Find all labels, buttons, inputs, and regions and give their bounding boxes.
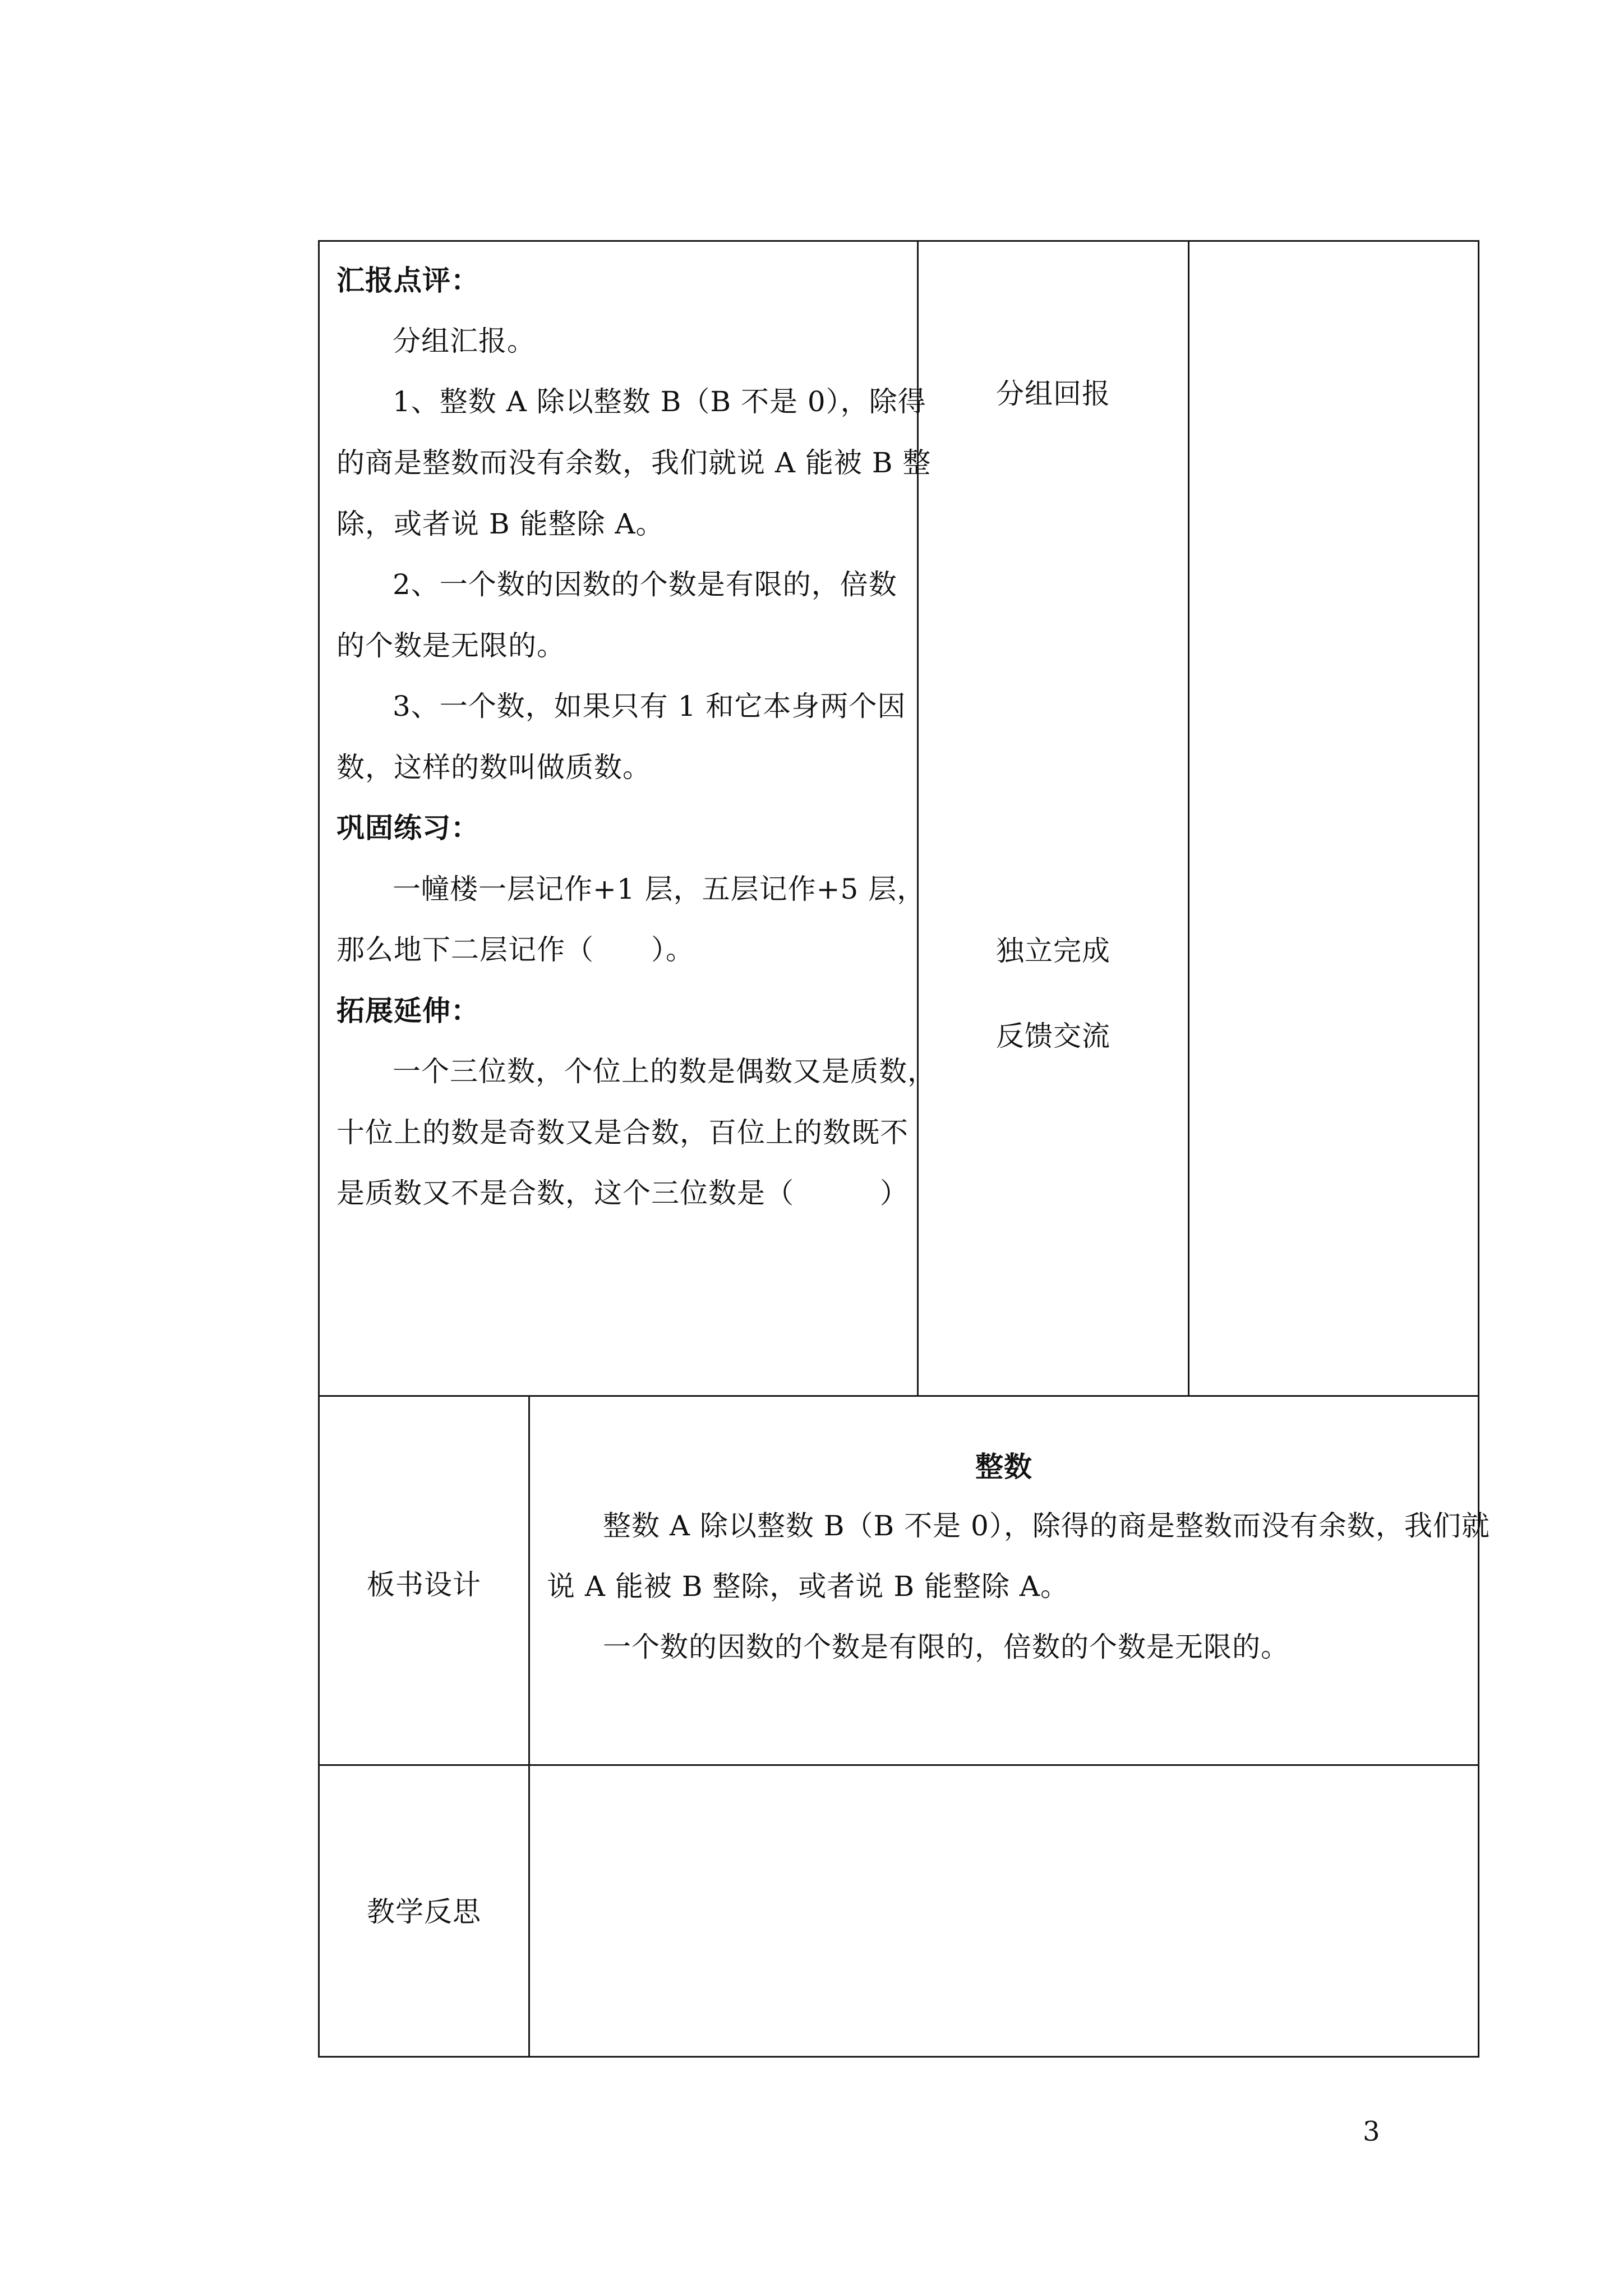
extension-line3: 是质数又不是合数，这个三位数是（ ） xyxy=(336,1177,909,1209)
table-row-divider-1 xyxy=(318,1395,1479,1397)
board-line2: 说 A 能被 B 整除，或者说 B 能整除 A。 xyxy=(547,1570,1069,1603)
point1-line3: 除，或者说 B 能整除 A。 xyxy=(336,508,665,540)
exchange-text: 反馈交流 xyxy=(996,1020,1110,1052)
table-right-border xyxy=(1478,240,1479,2058)
table-top-border xyxy=(318,240,1479,242)
practice-line1: 一幢楼一层记作+1 层，五层记作+5 层， xyxy=(393,873,926,905)
point2-line2: 的个数是无限的。 xyxy=(336,629,565,662)
teaching-reflection-label: 教学反思 xyxy=(367,1895,481,1928)
lower-col-divider xyxy=(528,1395,530,2058)
heading-report: 汇报点评： xyxy=(336,264,479,297)
table-bottom-border xyxy=(318,2056,1479,2058)
group-report-text: 分组汇报。 xyxy=(393,325,536,357)
point3-line2: 数，这样的数叫做质数。 xyxy=(336,751,651,784)
table-left-border xyxy=(318,240,320,2058)
point3-line1: 3、一个数，如果只有 1 和它本身两个因 xyxy=(393,690,906,723)
independent-text: 独立完成 xyxy=(996,935,1110,967)
point2-line1: 2、一个数的因数的个数是有限的，倍数 xyxy=(393,568,897,601)
extension-line1: 一个三位数，个位上的数是偶数又是质数， xyxy=(393,1055,936,1088)
table-row-divider-2 xyxy=(318,1764,1479,1766)
point1-line2: 的商是整数而没有余数，我们就说 A 能被 B 整 xyxy=(336,447,932,479)
upper-col-divider-2 xyxy=(1188,240,1189,1397)
board-line3: 一个数的因数的个数是有限的，倍数的个数是无限的。 xyxy=(603,1631,1289,1663)
group-feedback-text: 分组回报 xyxy=(996,378,1110,410)
board-title: 整数 xyxy=(975,1450,1032,1483)
board-design-label: 板书设计 xyxy=(367,1568,481,1601)
board-line1: 整数 A 除以整数 B（B 不是 0），除得的商是整数而没有余数，我们就 xyxy=(603,1510,1490,1542)
heading-extension: 拓展延伸： xyxy=(336,994,479,1027)
practice-line2: 那么地下二层记作（ ）。 xyxy=(336,933,694,966)
page-number: 3 xyxy=(1363,2116,1380,2147)
point1-line1: 1、整数 A 除以整数 B（B 不是 0），除得 xyxy=(393,385,926,418)
extension-line2: 十位上的数是奇数又是合数，百位上的数既不 xyxy=(336,1116,909,1149)
heading-practice: 巩固练习： xyxy=(336,811,479,844)
